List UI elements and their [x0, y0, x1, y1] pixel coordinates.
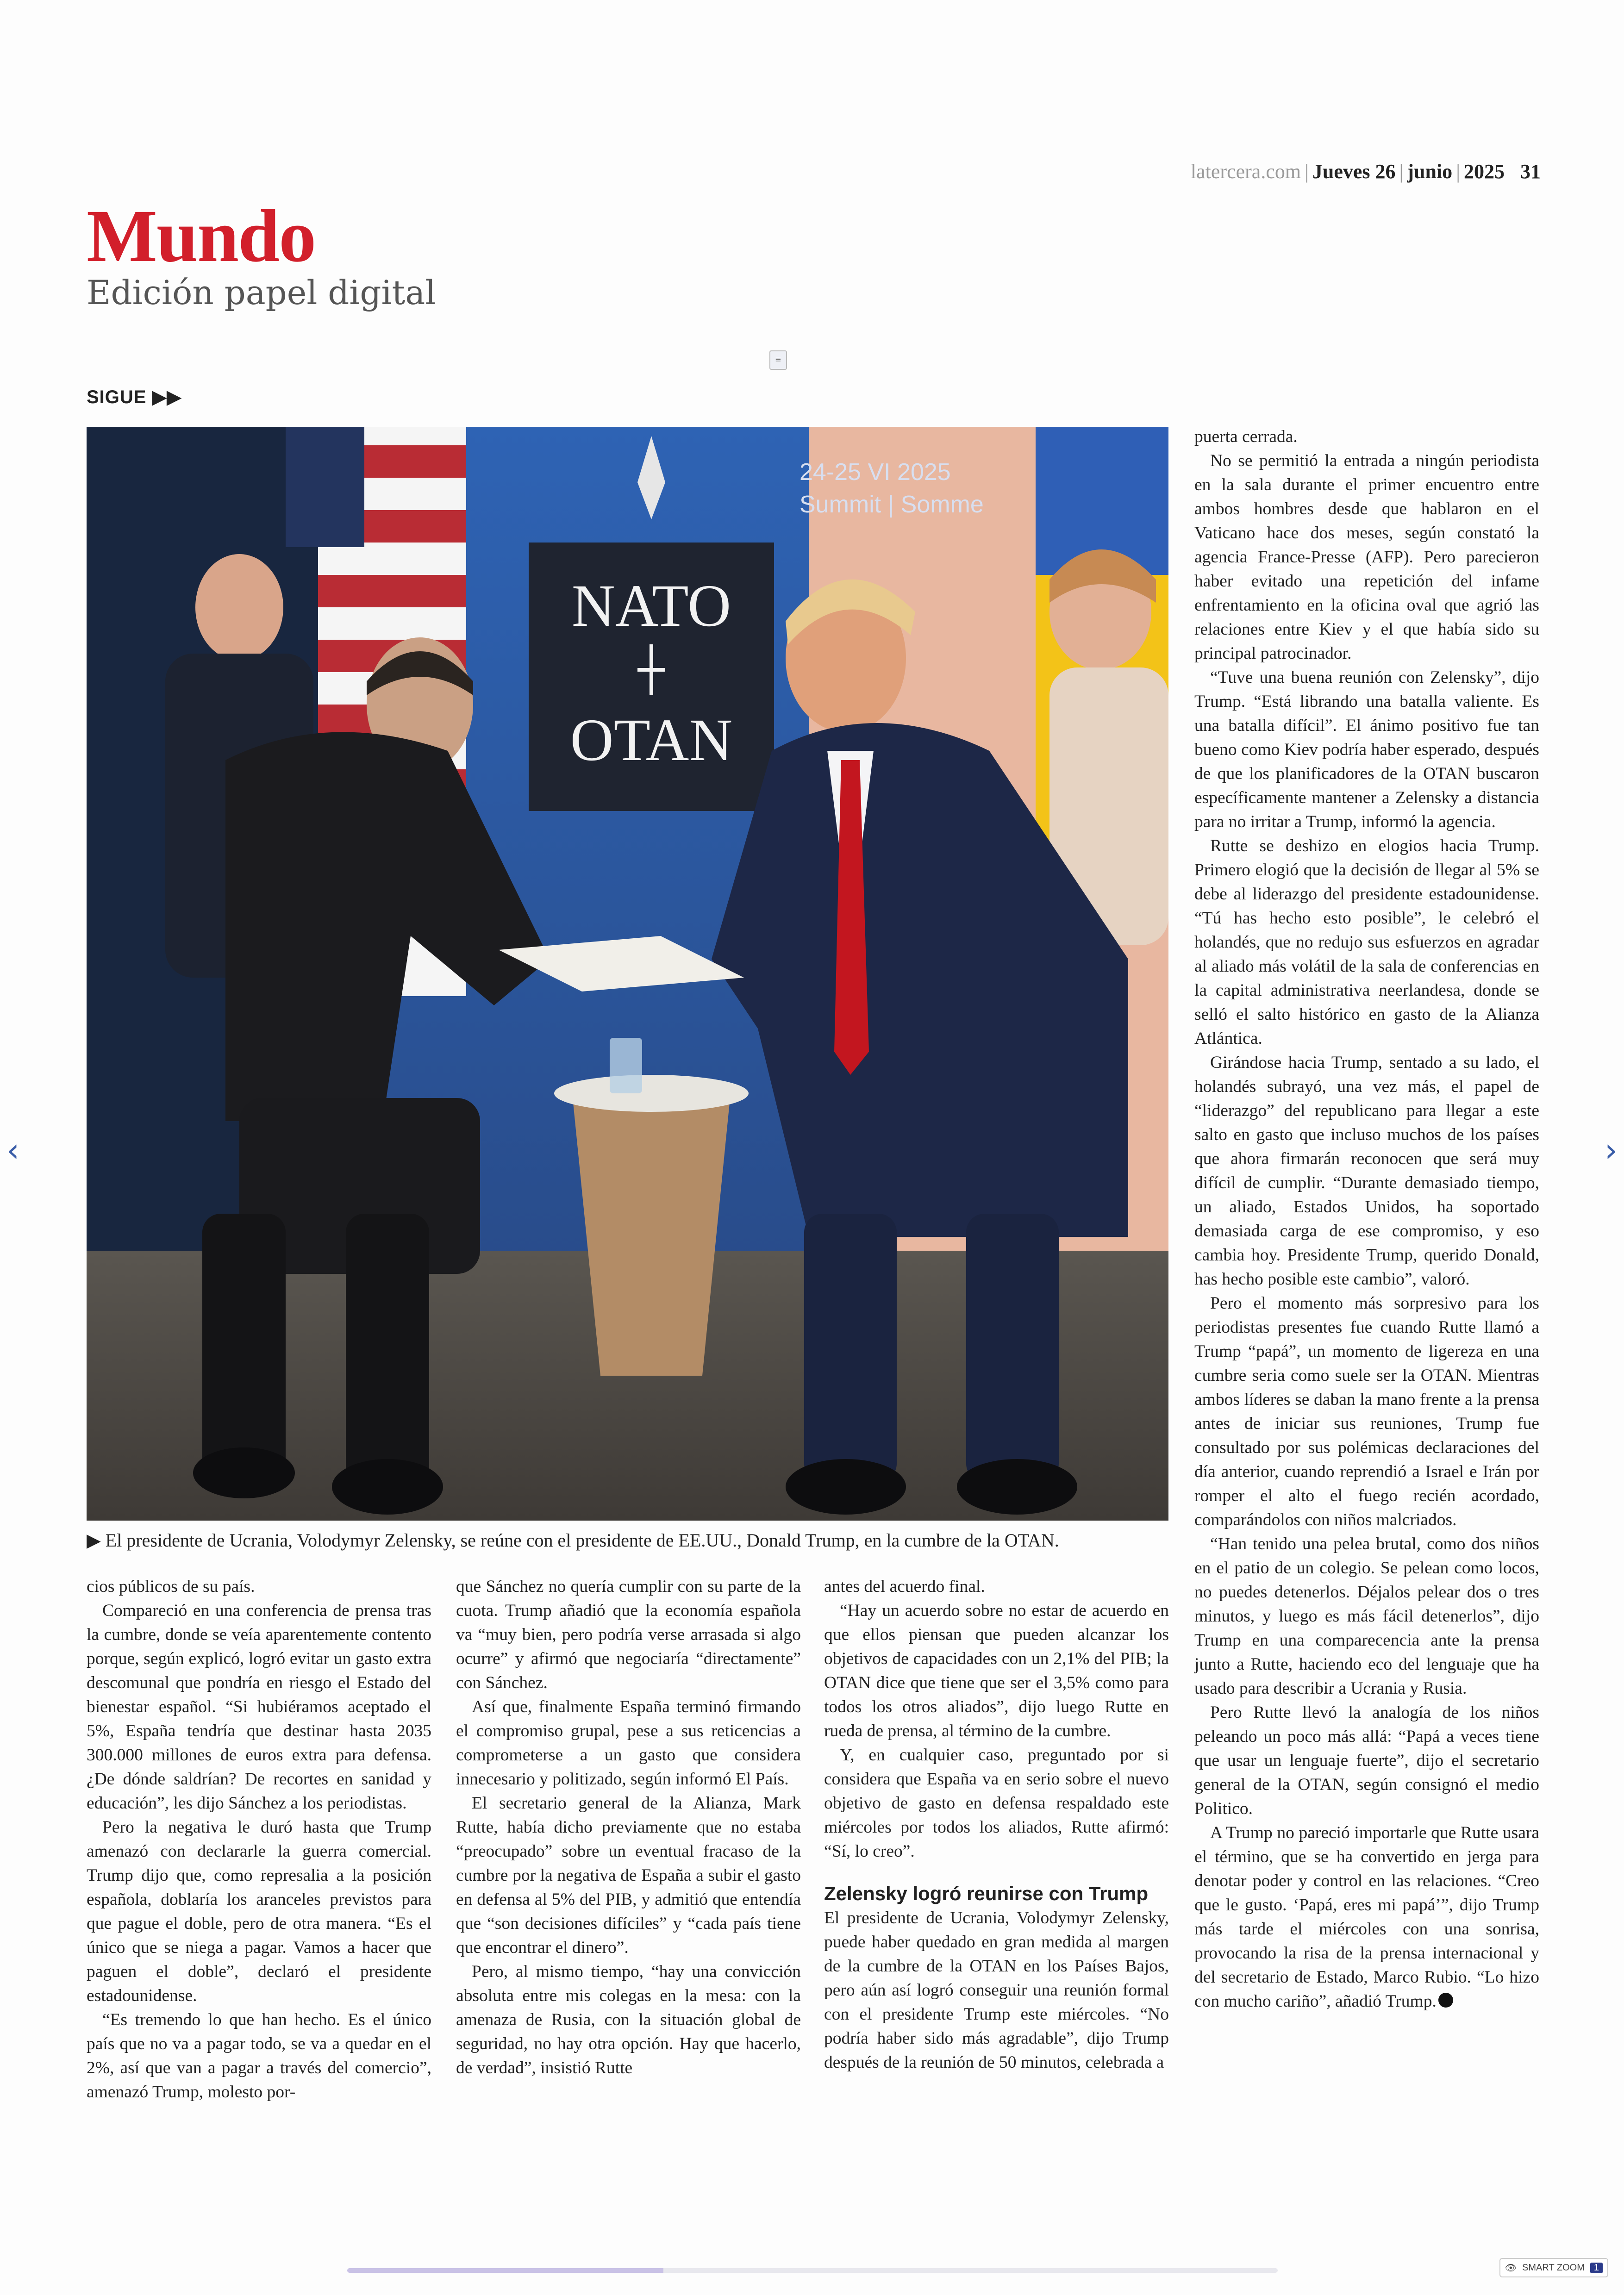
date-day: Jueves 26	[1312, 160, 1396, 183]
smart-zoom-page: 1	[1590, 2263, 1603, 2273]
photo-illustration	[87, 427, 1168, 1521]
paragraph: Así que, finalmente España terminó firmando el compromiso grupal, pese a sus reticencias a comprometerse a un gasto que considera innecesario y politizado, según informó El País.	[456, 1697, 801, 1789]
edition-subtitle: Edición papel digital	[87, 273, 436, 312]
reading-progress-bar[interactable]	[347, 2268, 1278, 2273]
paragraph: Pero el momento más sorpresivo para los periodistas presentes fue cuando Rutte llamó a Trump “papá”, un momento de ligereza en una cumbre seria como suele ser la OTAN. Mientras ambos líderes se daban la mano frente a la prensa antes de iniciar sus reuniones, Trump fue consultado por sus polémicas declaraciones del día anterior, cuando reprendió a Israel e Irán por romper el alto el fuego recién acordado, comparándolos con niños malcriados.	[1194, 1294, 1539, 1529]
continued-label: SIGUE ▶▶	[87, 387, 182, 407]
photo-caption: ▶ El presidente de Ucrania, Volodymyr Zelensky, se reúne con el presidente de EE.UU., Donald Trump, en la cumbre de la OTAN.	[87, 1530, 1059, 1551]
section-title: Mundo	[87, 195, 316, 278]
site-name: latercera.com	[1190, 160, 1301, 183]
svg-text:NATO: NATO	[571, 573, 731, 639]
date-month: junio	[1407, 160, 1453, 183]
paragraph: puerta cerrada.	[1194, 427, 1298, 446]
smart-zoom-button[interactable]	[1499, 2258, 1608, 2277]
svg-text:OTAN: OTAN	[570, 707, 733, 773]
next-page-button[interactable]: ›	[1605, 1131, 1618, 1169]
article-photo	[87, 427, 1168, 1521]
article-column-1	[87, 1575, 431, 2104]
paragraph: Rutte se deshizo en elogios hacia Trump. Primero elogió que la decisión de llegar al 5% se debe al liderazgo del presidente estadounidense. “Tú has hecho esto posible”, le celebró el holandés, que no redujo sus esfuerzos en agradar al aliado más volátil de la sala de conferencias en la capital administrativa neerlandesa, donde se selló el salto histórico en gasto de la Alianza Atlántica.	[1194, 836, 1539, 1048]
eye-icon: 👁	[1505, 2263, 1517, 2273]
subheading: Zelensky logró reunirse con Trump	[824, 1883, 1149, 1904]
paragraph: El secretario general de la Alianza, Mark Rutte, había dicho previamente que no estaba “preocupado” sobre un eventual fracaso de la cumbre por la negativa de España a subir el gasto en defensa al 5% del PIB, y admitió que entendía que “son decisiones difíciles” y “cada país tiene que encontrar el dinero”.	[456, 1794, 801, 1957]
paragraph-last	[1194, 1821, 1539, 2014]
article-column-4	[1194, 425, 1539, 2014]
article-column-2	[456, 1575, 801, 2080]
previous-page-button[interactable]: ‹	[6, 1131, 19, 1169]
paragraph: Pero, al mismo tiempo, “hay una convicción absoluta entre mis colegas en la mesa: con la amenaza de Rusia, con la situación global de seguridad, no hay otra opción. Hay que hacerlo, de verdad”, insistió Rutte	[456, 1962, 801, 2077]
paragraph: “Es tremendo lo que han hecho. Es el único país que no va a pagar todo, se va a quedar en el 2%, así que van a pagar a través del comercio”, amenazó Trump, molesto por-	[87, 2010, 431, 2102]
paragraph: “Tuve una buena reunión con Zelensky”, dijo Trump. “Está librando una batalla valiente. Es una batalla difícil”. El ánimo positivo fue tan bueno como Kiev podría haber esperado, después de que los planificadores de la OTAN buscaron específicamente mantener a Zelensky a distancia para no irritar a Trump, informó la agencia.	[1194, 668, 1539, 831]
paragraph: El presidente de Ucrania, Volodymyr Zelensky, puede haber quedado en gran medida al margen de la cumbre de la OTAN en los Países Bajos, pero aún así logró conseguir una reunión formal con el presidente Trump este miércoles. “No podría haber sido más agradable”, dijo Trump después de la reunión de 50 minutos, celebrada a	[824, 1908, 1169, 2072]
paragraph: Y, en cualquier caso, preguntado por si considera que España va en serio sobre el nuevo objetivo de gasto en defensa respaldado este miércoles por todos los aliados, Rutte afirmó: “Sí, lo creo”.	[824, 1746, 1169, 1861]
date-year: 2025	[1464, 160, 1505, 183]
comment-icon[interactable]: ≡	[769, 350, 787, 370]
paragraph: antes del acuerdo final.	[824, 1577, 985, 1596]
paragraph: Pero Rutte llevó la analogía de los niños peleando un poco más allá: “Papá a veces tiene que usar un lenguaje fuerte”, dijo el secretario general de la OTAN, según consignó el medio Politico.	[1194, 1703, 1539, 1818]
folio: latercera.com | Jueves 26 | junio | 2025 31	[1190, 160, 1541, 183]
paragraph: Girándose hacia Trump, sentado a su lado, el holandés subrayó, una vez más, el papel de “liderazgo” del republicano para llegar a este salto en gasto que incluso muchos de los países que ahora firmarán reconocen que será muy difícil de cumplir. “Durante demasiado tiempo, un aliado, Estados Unidos, ha soportado demasiada carga de ese compromiso, y eso cambia hoy. Presidente Trump, querido Donald, has hecho posible este cambio”, valoró.	[1194, 1053, 1539, 1289]
paragraph: cios públicos de su país.	[87, 1577, 255, 1596]
paragraph: “Hay un acuerdo sobre no estar de acuerdo en que ellos piensan que pueden alcanzar los objetivos de capacidades con un 2,1% del PIB; la OTAN dice que tiene que ser el 3,5% como para todos los otros aliados”, dijo luego Rutte en rueda de prensa, al término de la cumbre.	[824, 1601, 1169, 1740]
article-column-3	[824, 1575, 1169, 2075]
end-mark-icon	[1438, 1993, 1453, 2008]
last-paragraph-text: A Trump no pareció importarle que Rutte usara el término, que se ha convertido en jerga para denotar poder y control en las relaciones. “Creo que le gusto. ‘Papá, eres mi papá’”, dijo Trump más tarde el miércoles con una sonrisa, provocando la risa de la prensa internacional y del secretario de Estado, Marco Rubio. “Lo hizo con mucho cariño”, añadió Trump.	[1194, 1823, 1539, 2011]
smart-zoom-label: SMART ZOOM	[1522, 2262, 1585, 2273]
paragraph: “Han tenido una pelea brutal, como dos niños en el patio de un colegio. Se pelean como locos, no puedes detenerlos. Déjalos pelear dos o tres minutos, y luego es más fácil detenerlos”, dijo Trump en una comparecencia ante la prensa junto a Rutte, haciendo eco del lenguaje que ha usado para describir a Ucrania y Rusia.	[1194, 1534, 1539, 1698]
paragraph: Pero la negativa le duró hasta que Trump amenazó con declararle la guerra comercial. Trump dijo que, como represalia a la posición española, doblaría los aranceles previstos para que pague el doble, pero de otra manera. “Es el único que se niega a pagar. Vamos a hacer que paguen el doble”, declaró el presidente estadounidense.	[87, 1818, 431, 2005]
page-number: 31	[1520, 160, 1541, 183]
progress-fill	[347, 2268, 663, 2273]
paragraph: que Sánchez no quería cumplir con su parte de la cuota. Trump añadió que la economía española va “muy bien, pero podría verse arrasada si algo ocurre” y afirmó que negociaría “directamente” con Sánchez.	[456, 1577, 801, 1692]
svg-text:Summit | Somme: Summit | Somme	[800, 491, 984, 518]
paragraph: No se permitió la entrada a ningún periodista en la sala durante el primer encuentro entre ambos hombres desde que hablaron en el Vaticano hace dos meses, según constató la agencia France-Presse (AFP). Pero parecieron haber evitado una repetición del infame enfrentamiento en la oficina oval que agrió las relaciones entre Kiev y el que había sido su principal patrocinador.	[1194, 451, 1539, 663]
svg-text:24-25 VI 2025: 24-25 VI 2025	[800, 459, 951, 486]
paragraph: Compareció en una conferencia de prensa tras la cumbre, donde se veía aparentemente contento porque, según explicó, logró evitar un gasto extra descomunal que pondría en riesgo el Estado del bienestar español. “Si hubiéramos aceptado el 5%, España tendría que destinar hasta 2035 300.000 millones de euros extra para defensa. ¿De dónde saldrían? De recortes en sanidad y educación”, les dijo Sánchez a los periodistas.	[87, 1601, 431, 1813]
